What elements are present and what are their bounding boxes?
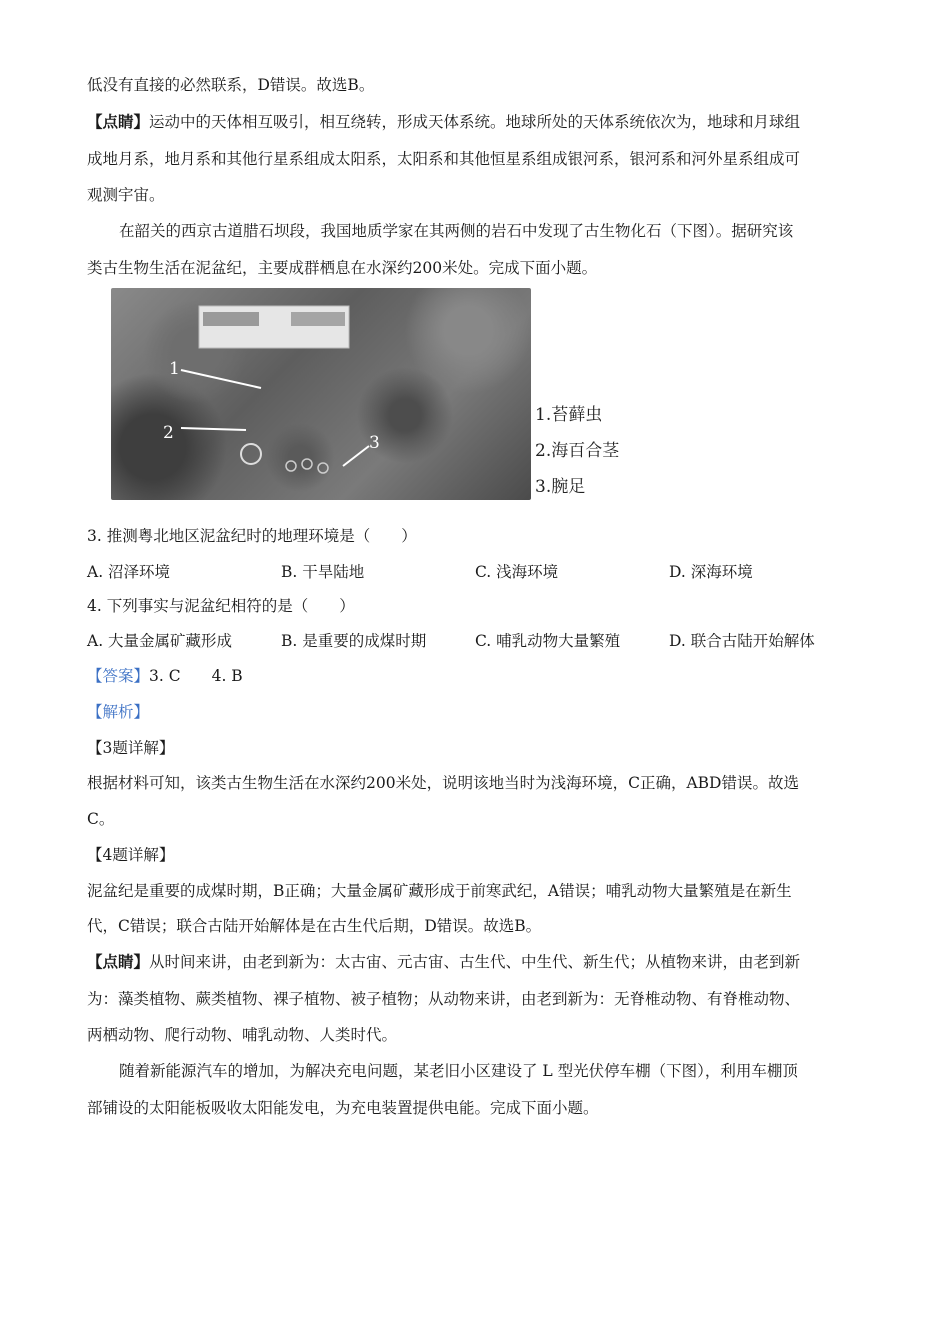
answer-value: 3. C 4. B xyxy=(149,667,243,685)
tip-tag: 【点睛】 xyxy=(87,112,150,131)
tip-text: 运动中的天体相互吸引，相互绕转，形成天体系统。地球所处的天体系统依次为，地球和月球组 xyxy=(149,113,801,131)
figure-label: 3.腕足 xyxy=(535,477,586,497)
text-line: 为：藻类植物、蕨类植物、裸子植物、被子植物；从动物来讲，由老到新为：无脊椎动物、有脊椎动物、 xyxy=(87,990,801,1008)
question-4: 4. 下列事实与泥盆纪相符的是（ ） xyxy=(87,597,355,615)
text-line: 泥盆纪是重要的成煤时期，B正确；大量金属矿藏形成于前寒武纪，A错误；哺乳动物大量繁殖是在新生 xyxy=(87,882,792,900)
material-paragraph: 部铺设的太阳能板吸收太阳能发电，为充电装置提供电能。完成下面小题。 xyxy=(87,1099,599,1117)
text-line: 成地月系，地月系和其他行星系组成太阳系，太阳系和其他恒星系组成银河系，银河系和河外星系组成可 xyxy=(87,150,801,168)
option-c: C. 哺乳动物大量繁殖 xyxy=(475,632,621,650)
tip-paragraph xyxy=(87,111,800,133)
tip-tag: 【点睛】 xyxy=(87,952,150,971)
text-line: 观测宇宙。 xyxy=(87,186,165,204)
marker-2: 2 xyxy=(163,423,174,443)
text-line: 两栖动物、爬行动物、哺乳动物、人类时代。 xyxy=(87,1026,398,1044)
material-paragraph: 在韶关的西京古道腊石坝段，我国地质学家在其两侧的岩石中发现了古生物化石（下图）。据研究该 xyxy=(119,222,794,240)
marker-1: 1 xyxy=(169,359,180,379)
answer-line xyxy=(87,665,243,687)
material-paragraph: 随着新能源汽车的增加，为解决充电问题，某老旧小区建设了 L 型光伏停车棚（下图），利用车棚顶 xyxy=(119,1062,798,1080)
marker-3: 3 xyxy=(369,433,380,453)
tip-paragraph xyxy=(87,951,800,973)
figure-label: 2.海百合茎 xyxy=(535,441,620,461)
option-b: B. 干旱陆地 xyxy=(281,563,365,581)
figure-label: 1.苔藓虫 xyxy=(535,405,603,425)
option-b: B. 是重要的成煤时期 xyxy=(281,632,427,650)
option-a: A. 大量金属矿藏形成 xyxy=(87,632,233,650)
material-paragraph: 类古生物生活在泥盆纪，主要成群栖息在水深约200米处。完成下面小题。 xyxy=(87,259,598,277)
detail-3-heading: 【3题详解】 xyxy=(87,739,175,757)
answer-tag: 【答案】 xyxy=(87,667,150,685)
detail-4-heading: 【4题详解】 xyxy=(87,846,175,864)
analysis-tag: 【解析】 xyxy=(87,703,150,721)
text-line: C。 xyxy=(87,810,115,828)
option-d: D. 联合古陆开始解体 xyxy=(669,632,815,650)
tip-text: 从时间来讲，由老到新为：太古宙、元古宙、古生代、中生代、新生代；从植物来讲，由老到新 xyxy=(149,953,801,971)
fossil-photo xyxy=(111,288,531,500)
text-line: 低没有直接的必然联系，D错误。故选B。 xyxy=(87,76,375,94)
option-d: D. 深海环境 xyxy=(669,563,753,581)
text-line: 根据材料可知，该类古生物生活在水深约200米处，说明该地当时为浅海环境，C正确，ABD错误。故选 xyxy=(87,774,799,792)
option-a: A. 沼泽环境 xyxy=(87,563,171,581)
option-c: C. 浅海环境 xyxy=(475,563,559,581)
question-3: 3. 推测粤北地区泥盆纪时的地理环境是（ ） xyxy=(87,527,417,545)
text-line: 代，C错误；联合古陆开始解体是在古生代后期，D错误。故选B。 xyxy=(87,917,542,935)
